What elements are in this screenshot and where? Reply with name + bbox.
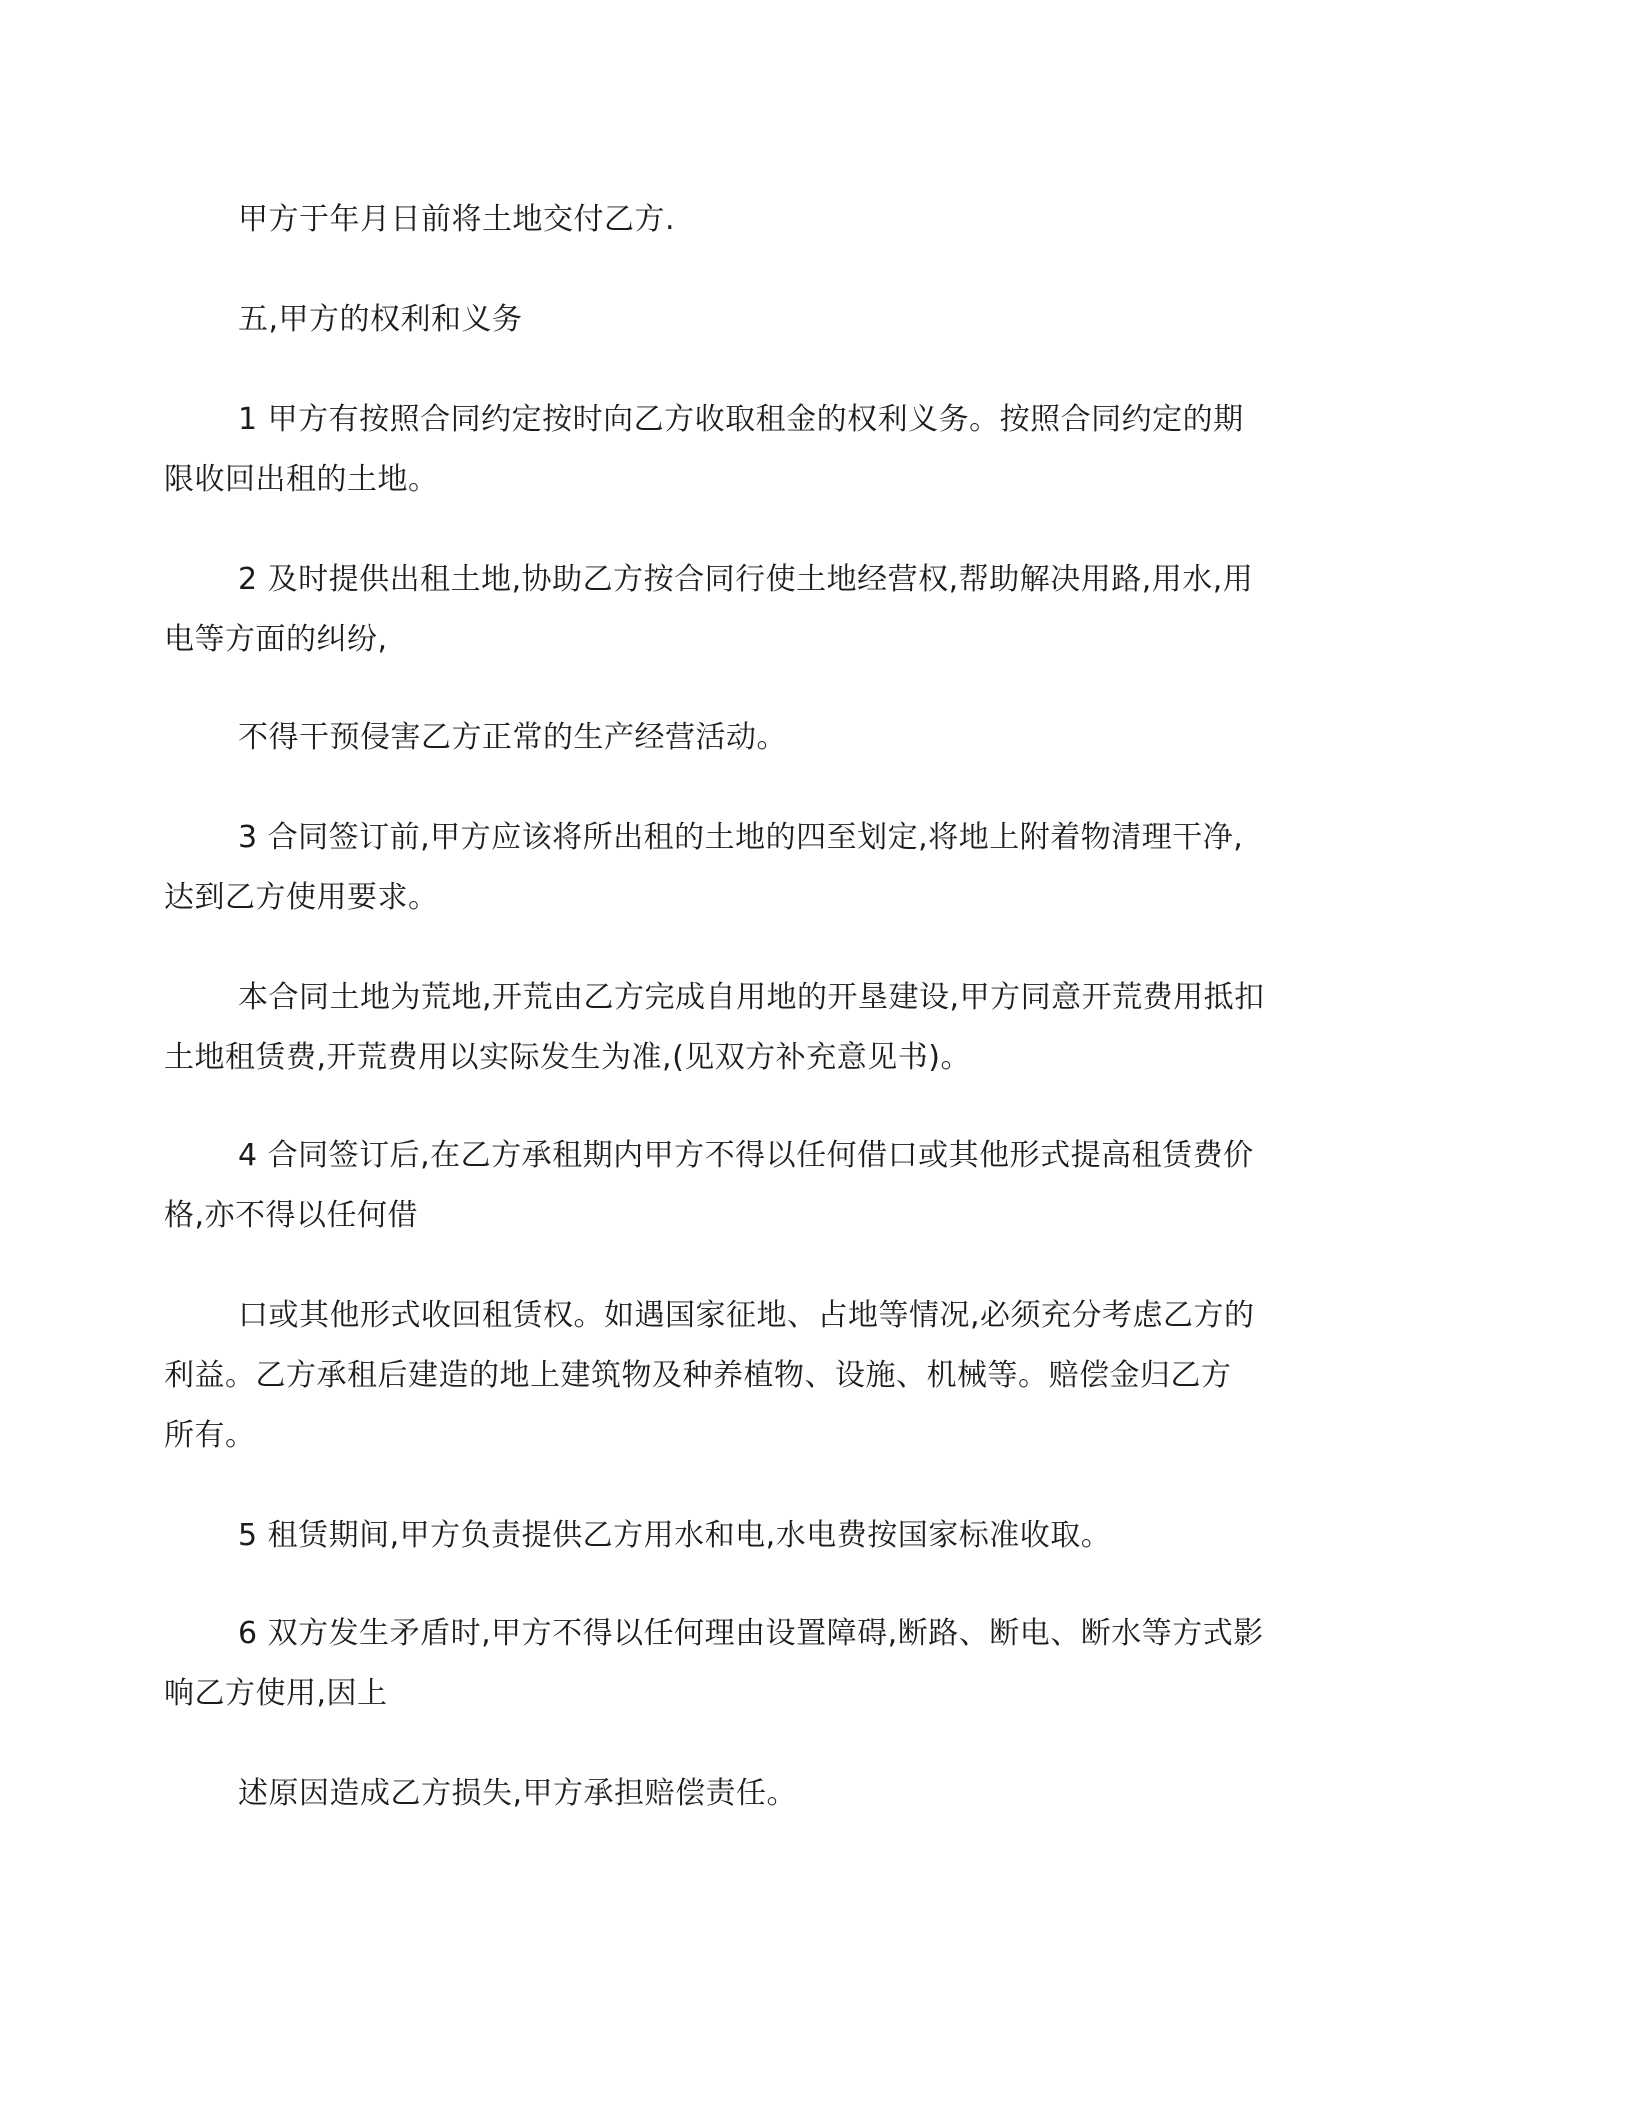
text-line: 所有。 <box>164 1418 256 1453</box>
clause-5 <box>238 1506 1388 1566</box>
text-line: 5 租赁期间,甲方负责提供乙方用水和电,水电费按国家标准收取。 <box>238 1518 1112 1553</box>
text-line: 口或其他形式收回租赁权。如遇国家征地、占地等情况,必须充分考虑乙方的 <box>238 1298 1255 1333</box>
clause-4-continued <box>164 1286 1388 1466</box>
clause-3 <box>164 808 1388 928</box>
text-line: 述原因造成乙方损失,甲方承担赔偿责任。 <box>238 1776 798 1811</box>
text-line: 本合同土地为荒地,开荒由乙方完成自用地的开垦建设,甲方同意开荒费用抵扣 <box>238 980 1265 1015</box>
clause-1 <box>164 390 1388 510</box>
section-heading <box>238 290 1388 350</box>
text-line: 限收回出租的土地。 <box>164 462 439 497</box>
text-line: 土地租赁费,开荒费用以实际发生为准,(见双方补充意见书)。 <box>164 1040 971 1075</box>
paragraph-delivery <box>238 190 1388 250</box>
text-line: 五,甲方的权利和义务 <box>238 302 523 337</box>
text-line: 响乙方使用,因上 <box>164 1676 388 1711</box>
clause-2 <box>164 550 1388 670</box>
text-line: 达到乙方使用要求。 <box>164 880 439 915</box>
clause-6 <box>164 1604 1388 1724</box>
text-line: 甲方于年月日前将土地交付乙方. <box>238 202 676 237</box>
text-line: 6 双方发生矛盾时,甲方不得以任何理由设置障碍,断路、断电、断水等方式影 <box>238 1616 1264 1651</box>
text-line: 3 合同签订前,甲方应该将所出租的土地的四至划定,将地上附着物清理干净, <box>238 820 1244 855</box>
clause-4 <box>164 1126 1388 1246</box>
text-line: 不得干预侵害乙方正常的生产经营活动。 <box>238 720 787 755</box>
text-line: 1 甲方有按照合同约定按时向乙方收取租金的权利义务。按照合同约定的期 <box>238 402 1244 437</box>
text-line: 格,亦不得以任何借 <box>164 1198 419 1233</box>
text-line: 2 及时提供出租土地,协助乙方按合同行使土地经营权,帮助解决用路,用水,用 <box>238 562 1254 597</box>
text-line: 电等方面的纠纷, <box>164 622 388 657</box>
clause-2-continued <box>238 708 1388 768</box>
text-line: 利益。乙方承租后建造的地上建筑物及种养植物、设施、机械等。赔偿金归乙方 <box>164 1358 1232 1393</box>
text-line: 4 合同签订后,在乙方承租期内甲方不得以任何借口或其他形式提高租赁费价 <box>238 1138 1254 1173</box>
clause-3-note <box>164 968 1388 1088</box>
clause-6-continued <box>238 1764 1388 1824</box>
